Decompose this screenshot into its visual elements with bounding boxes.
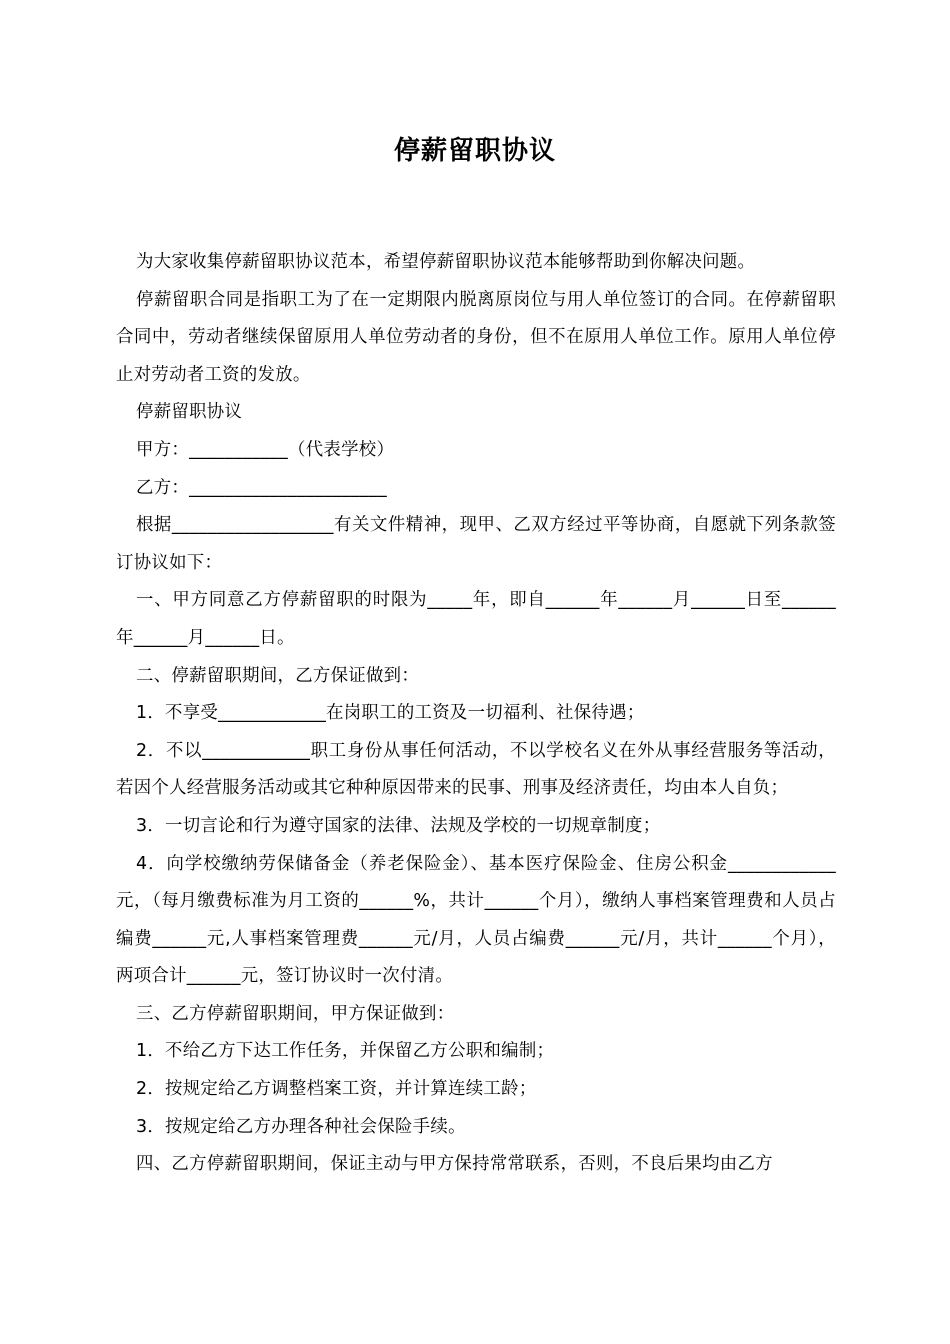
document-title: 停薪留职协议 xyxy=(393,136,556,166)
paragraph-party-b: 乙方：______________________ xyxy=(136,477,387,498)
paragraph-clause-1: 一、甲方同意乙方停薪留职的时限为_____年，即自______年______月______日至______年______月______日。 xyxy=(116,590,836,648)
paragraph-intro: 为大家收集停薪留职协议范本，希望停薪留职协议范本能够帮助到你解决问题。 xyxy=(136,252,756,272)
paragraph-clause-2-2: 2．不以____________职工身份从事任何活动，不以学校名义在外从事经营服务等活动，若因个人经营服务活动或其它种种原因带来的民事、刑事及经济责任，均由本人自负； xyxy=(116,740,836,799)
paragraph-definition: 停薪留职合同是指职工为了在一定期限内脱离原岗位与用人单位签订的合同。在停薪留职合同中，劳动者继续保留原用人单位劳动者的身份，但不在原用人单位工作。原用人单位停止对劳动者工资的发放。 xyxy=(116,289,836,385)
paragraph-clause-2: 二、停薪留职期间，乙方保证做到： xyxy=(136,665,420,686)
paragraph-clause-2-1: 1．不享受____________在岗职工的工资及一切福利、社保待遇； xyxy=(136,703,645,724)
paragraph-party-a: 甲方：___________（代表学校） xyxy=(136,439,395,460)
document-body xyxy=(116,244,836,1184)
paragraph-clause-2-3: 3．一切言论和行为遵守国家的法律、法规及学校的一切规章制度； xyxy=(136,815,661,836)
paragraph-clause-2-4: 4．向学校缴纳劳保储备金（养老保险金）、基本医疗保险金、住房公积金____________元，（每月缴费标准为月工资的______%，共计______个月），缴纳人事档案管理费和人员占编费______元,人事档案管理费______元/月，人员占编费______元/月，共计______个月），两项合计______元，签订协议时一次付清。 xyxy=(116,853,836,987)
paragraph-clause-3-1: 1．不给乙方下达工作任务，并保留乙方公职和编制； xyxy=(136,1041,555,1062)
paragraph-subtitle: 停薪留职协议 xyxy=(136,402,243,423)
paragraph-clause-4: 四、乙方停薪留职期间，保证主动与甲方保持常常联系，否则，不良后果均由乙方 xyxy=(136,1154,773,1175)
paragraph-clause-3-3: 3．按规定给乙方办理各种社会保险手续。 xyxy=(136,1116,466,1137)
paragraph-clause-3: 三、乙方停薪留职期间，甲方保证做到： xyxy=(136,1003,455,1024)
paragraph-basis: 根据__________________有关文件精神，现甲、乙双方经过平等协商，自愿就下列条款签订协议如下： xyxy=(116,515,836,573)
paragraph-clause-3-2: 2．按规定给乙方调整档案工资，并计算连续工龄； xyxy=(136,1079,537,1100)
